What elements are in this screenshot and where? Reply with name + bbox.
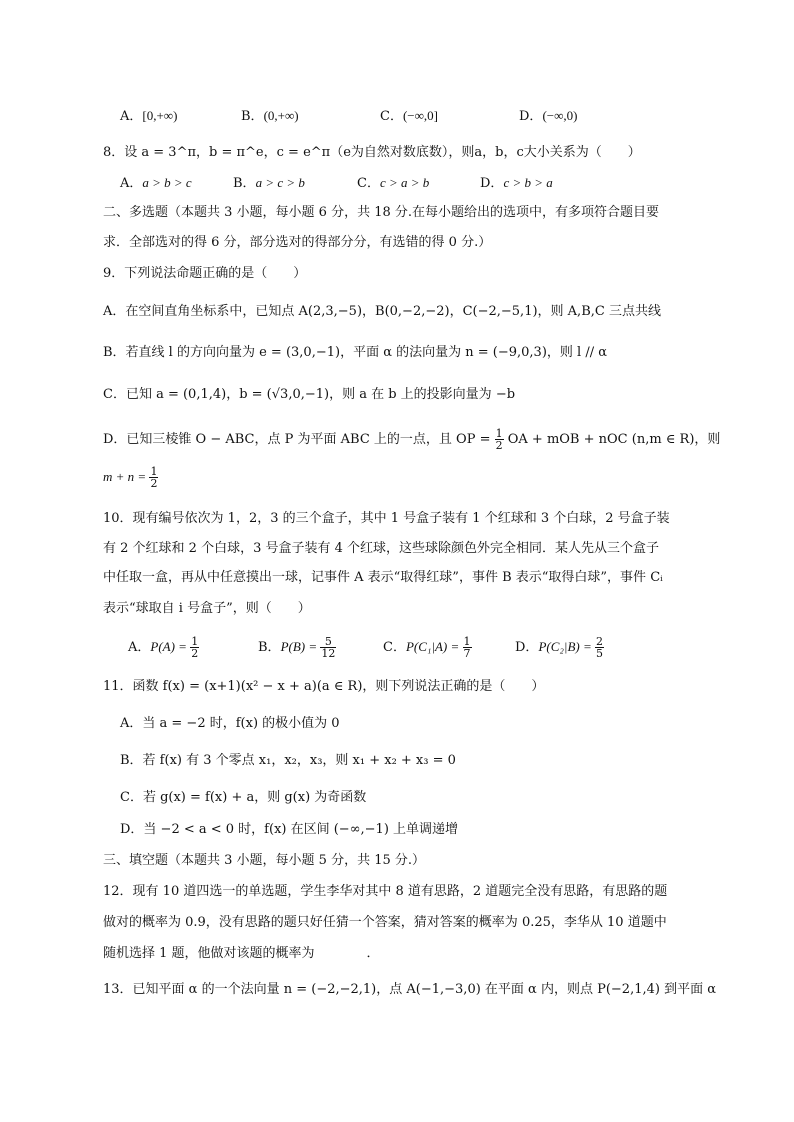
q10-stem-line4: 表示“球取自 i 号盒子”，则（ ） [103,601,311,616]
q11-option-d: D．当 −2 < a < 0 时，f(x) 在区间 (−∞,−1) 上单调递增 [120,822,459,837]
fraction-one-half: $\frac{1}{2}$ [495,427,503,452]
q12-stem-line2: 做对的概率为 0.9，没有思路的题只好任猜一个答案，猜对答案的概率为 0.25，李华从 10 道题中 [103,915,667,930]
q8-stem: 8．设 a = 3^π，b = π^e，c = e^π（e为自然对数底数），则a，b，c大小关系为（ ） [103,145,641,160]
q7-option-a: A．[0,+∞) [120,108,178,124]
q10-stem-line1: 10．现有编号依次为 1，2，3 的三个盒子，其中 1 号盒子装有 1 个红球和 3 个白球，2 号盒子装 [103,511,670,526]
q7-option-c: C．(−∞,0] [380,108,438,124]
q10-stem-line3: 中任取一盒，再从中任意摸出一球，记事件 A 表示“取得红球”，事件 B 表示“取得白球”，事件 Cᵢ [103,570,663,585]
q11-option-c: C．若 g(x) = f(x) + a，则 g(x) 为奇函数 [120,790,367,805]
fraction-one-half: $\frac{1}{2}$ [150,465,158,490]
q11-option-a: A．当 a = −2 时，f(x) 的极小值为 0 [120,716,340,731]
q10-option-b: B．P(B) = $\frac{5}{12}$ [258,635,336,660]
q10-option-d: D．P(C₂|B) = $\frac{2}{5}$ [515,635,604,660]
section2-heading-line1: 二、多选题（本题共 3 小题，每小题 6 分，共 18 分.在每小题给出的选项中，有多项符合题目要 [103,205,660,220]
q12-stem-line3: 随机选择 1 题，他做对该题的概率为 ． [103,946,380,961]
q8-option-a: A．a > b > c [120,175,192,191]
q10-option-a: A．P(A) = $\frac{1}{2}$ [128,635,199,660]
q8-option-d: D．c > b > a [480,175,553,191]
q12-stem-line1: 12．现有 10 道四选一的单选题，学生李华对其中 8 道有思路，2 道题完全没有思路，有思路的题 [103,884,668,899]
section3-heading: 三、填空题（本题共 3 小题，每小题 5 分，共 15 分.） [103,853,426,868]
fraction: $\frac{5}{12}$ [321,635,336,660]
q11-stem: 11．函数 f(x) = (x+1)(x² − x + a)(a ∈ R)，则下列说法正确的是（ ） [103,679,545,694]
q13-stem: 13．已知平面 α 的一个法向量 n = (−2,−2,1)，点 A(−1,−3,0) 在平面 α 内，则点 P(−2,1,4) 到平面 α [103,982,716,997]
q9-option-d-continued: m + n = $\frac{1}{2}$ [103,465,158,490]
section2-heading-line2: 求．全部选对的得 6 分，部分选对的得部分分，有选错的得 0 分.） [103,235,492,250]
q10-stem-line2: 有 2 个红球和 2 个白球，3 号盒子装有 4 个红球，这些球除颜色外完全相同．某人先从三个盒子 [103,541,660,556]
q9-option-c: C．已知 a = (0,1,4)，b = (√3,0,−1)，则 a 在 b 上的投影向量为 −b [103,387,516,402]
q9-option-d: D．已知三棱锥 O − ABC，点 P 为平面 ABC 上的一点，且 OP = $\frac{1}{2}$ OA + mOB + nOC (n,m ∈ R)，则 [103,427,721,452]
q7-option-d: D．(−∞,0) [519,108,578,124]
fraction: $\frac{1}{7}$ [463,635,471,660]
q9-option-b: B．若直线 l 的方向向量为 e = (3,0,−1)，平面 α 的法向量为 n = (−9,0,3)，则 l // α [103,345,607,360]
q10-option-c: C．P(C₁|A) = $\frac{1}{7}$ [383,635,471,660]
q8-option-b: B．a > c > b [233,175,305,191]
q9-option-a: A．在空间直角坐标系中，已知点 A(2,3,−5)，B(0,−2,−2)，C(−2,−5,1)，则 A,B,C 三点共线 [103,304,661,319]
q7-option-b: B．(0,+∞) [241,108,299,124]
q11-option-b: B．若 f(x) 有 3 个零点 x₁，x₂，x₃，则 x₁ + x₂ + x₃ = 0 [120,753,456,768]
q9-stem: 9．下列说法命题正确的是（ ） [103,266,307,281]
fraction: $\frac{2}{5}$ [596,635,604,660]
q8-option-c: C．c > a > b [357,175,430,191]
fraction: $\frac{1}{2}$ [191,635,199,660]
